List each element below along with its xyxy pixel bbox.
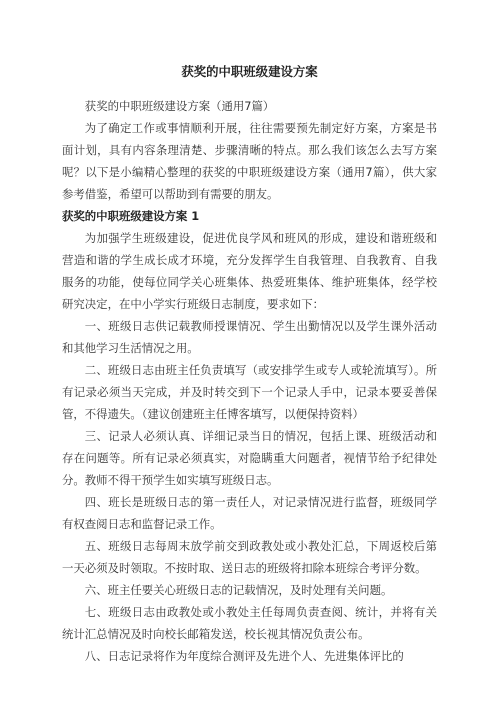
rule-paragraph-3: 三、记录人必须认真、详细记录当日的情况，包括上课、班级活动和存在问题等。所有记录必须真实，对隐瞒重大问题者，视情节给予纪律处分。教师不得干预学生如实填写班级日志。: [62, 429, 437, 487]
document-title: 获奖的中职班级建设方案: [181, 64, 318, 79]
section-heading: 获奖的中职班级建设方案 1: [62, 209, 200, 223]
rule-paragraph-2: 二、班级日志由班主任负责填写（或安排学生或专人或轮流填写）。所有记录必须当天完成，并及时转交到下一个记录人手中，记录本要妥善保管，不得遗失。（建议创建班主任博客填写，以便保持资料）: [62, 363, 437, 421]
rule-paragraph-4: 四、班长是班级日志的第一责任人，对记录情况进行监督，班级同学有权查阅日志和监督记录工作。: [62, 495, 437, 531]
rule-paragraph-8: 八、日志记录将作为年度综合测评及先进个人、先进集体评比的: [84, 649, 404, 663]
rule-paragraph-5: 五、班级日志每周末放学前交到政教处或小教处汇总，下周返校后第一天必须及时领取。不按时取、送日志的班级将扣除本班综合考评分数。: [62, 539, 437, 575]
section-intro-paragraph: 为加强学生班级建设，促进优良学风和班风的形成，建设和谐班级和营造和谐的学生成长成才环境，充分发挥学生自我管理、自我教育、自我服务的功能，使每位同学关心班集体、热爱班集体、维护班集体，经学校研究决定，在中小学实行班级日志制度，要求如下：: [62, 231, 437, 311]
document-page: [62, 0, 437, 667]
rule-paragraph-7: 七、班级日志由政教处或小教处主任每周负责查阅、统计，并将有关统计汇总情况及时向校长邮箱发送，校长视其情况负责公布。: [62, 605, 437, 641]
intro-paragraph: 为了确定工作或事情顺利开展，往往需要预先制定好方案，方案是书面计划，具有内容条理清楚、步骤清晰的特点。那么我们该怎么去写方案呢？以下是小编精心整理的获奖的中职班级建设方案（通用7篇），供大家参考借鉴，希望可以帮助到有需要的朋友。: [62, 121, 437, 201]
rule-paragraph-6: 六、班主任要关心班级日志的记载情况，及时处理有关问题。: [84, 583, 393, 597]
intro-subtitle: 获奖的中职班级建设方案（通用7篇）: [84, 99, 275, 113]
rule-paragraph-1: 一、班级日志供记载教师授课情况、学生出勤情况以及学生课外活动和其他学习生活情况之用。: [62, 319, 437, 355]
